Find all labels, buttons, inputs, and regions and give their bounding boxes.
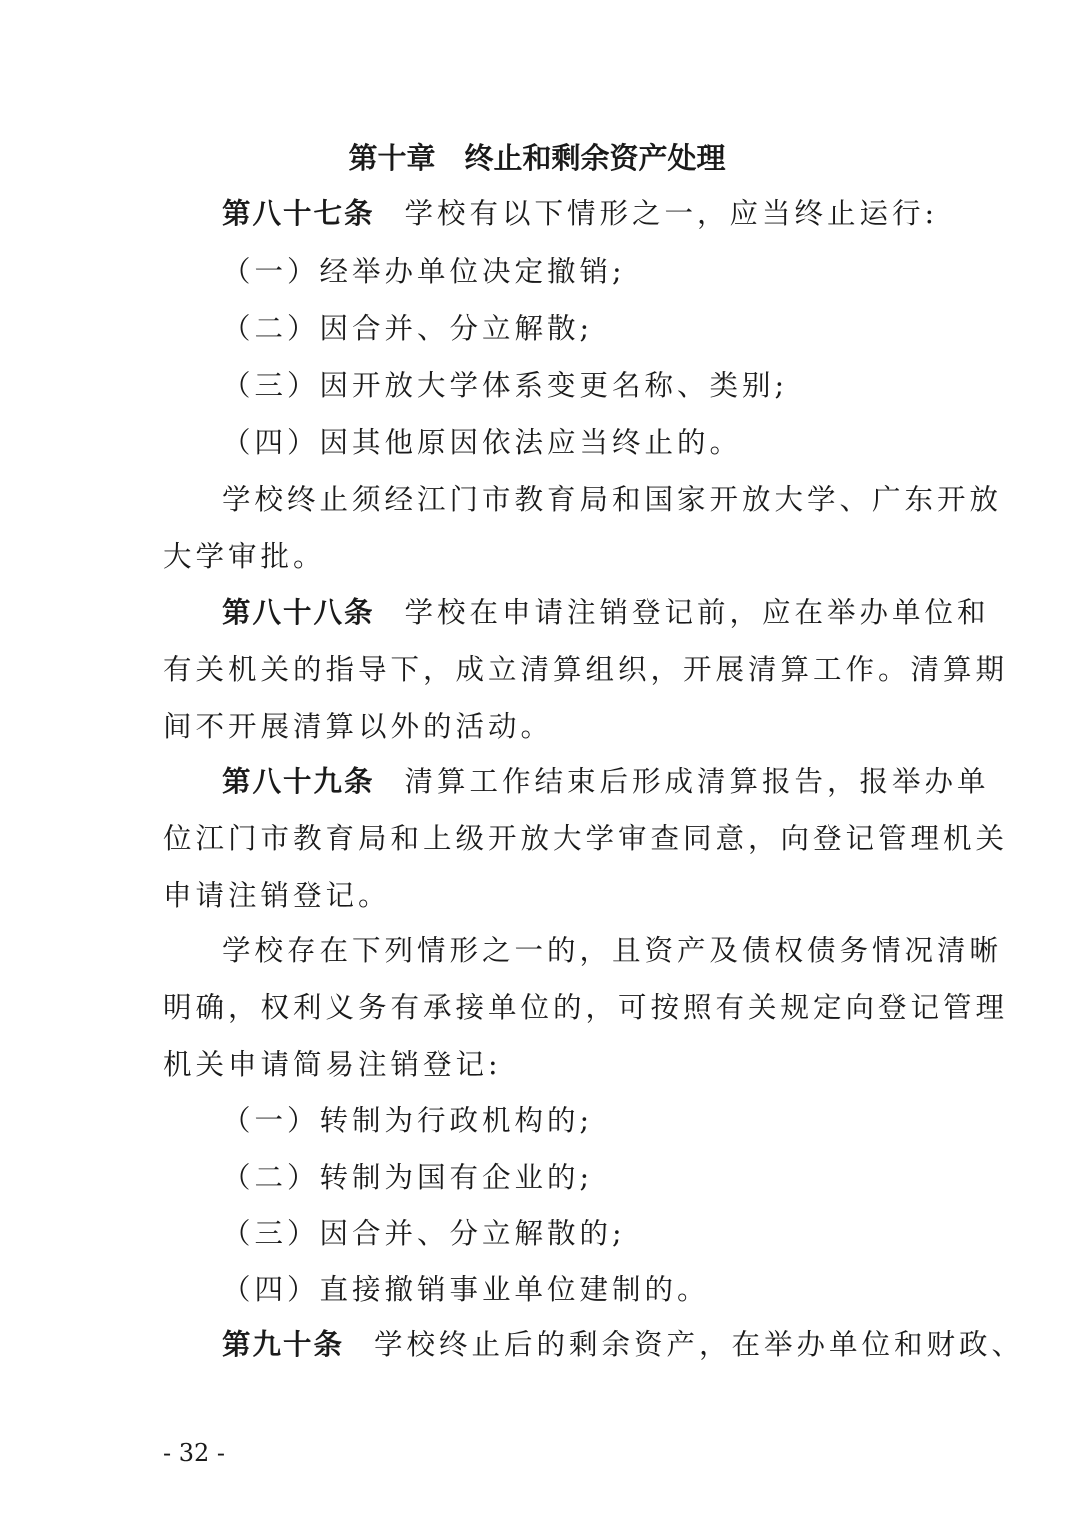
article-89-text-line-2: 位江门市教育局和上级开放大学审查同意，向登记管理机关 [163, 822, 1009, 855]
article-89-text-line-1: 清算工作结束后形成清算报告，报举办单 [404, 765, 990, 798]
article-87-paragraph-line-2: 大学审批。 [163, 540, 326, 573]
article-87-label: 第八十七条 [222, 197, 375, 230]
article-89-heading [222, 762, 990, 802]
article-87-item-1: （一）经举办单位决定撤销; [222, 255, 626, 288]
article-89-label: 第八十九条 [222, 765, 375, 798]
article-89-text-line-3: 申请注销登记。 [163, 879, 391, 912]
article-88-text-line-2: 有关机关的指导下，成立清算组织，开展清算工作。清算期 [163, 653, 1009, 686]
article-90-heading [222, 1325, 1024, 1365]
article-88-text-line-3: 间不开展清算以外的活动。 [163, 710, 554, 743]
article-89-paragraph-line-2: 明确，权利义务有承接单位的，可按照有关规定向登记管理 [163, 991, 1009, 1024]
article-88-text-line-1: 学校在申请注销登记前，应在举办单位和 [404, 596, 990, 629]
article-88-label: 第八十八条 [222, 596, 375, 629]
article-90-text-line-1: 学校终止后的剩余资产，在举办单位和财政、 [374, 1328, 1025, 1361]
article-88-heading [222, 593, 990, 633]
chapter-title: 第十章 终止和剩余资产处理 [348, 141, 726, 175]
article-89-paragraph-line-1: 学校存在下列情形之一的，且资产及债权债务情况清晰 [222, 934, 1003, 967]
article-89-item-4: （四）直接撤销事业单位建制的。 [222, 1273, 710, 1306]
article-87-item-3: （三）因开放大学体系变更名称、类别; [222, 369, 789, 402]
article-87-item-4: （四）因其他原因依法应当终止的。 [222, 426, 743, 459]
article-87-paragraph-line-1: 学校终止须经江门市教育局和国家开放大学、广东开放 [222, 483, 1003, 516]
article-89-item-2: （二）转制为国有企业的; [222, 1161, 594, 1194]
article-87-heading [222, 194, 938, 234]
article-89-item-1: （一）转制为行政机构的; [222, 1104, 594, 1137]
article-89-paragraph-line-3: 机关申请简易注销登记: [163, 1048, 502, 1081]
article-87-text: 学校有以下情形之一，应当终止运行: [404, 197, 939, 230]
article-90-label: 第九十条 [222, 1328, 345, 1361]
article-89-item-3: （三）因合并、分立解散的; [222, 1217, 626, 1250]
article-87-item-2: （二）因合并、分立解散; [222, 312, 594, 345]
page-number: - 32 - [163, 1439, 226, 1467]
